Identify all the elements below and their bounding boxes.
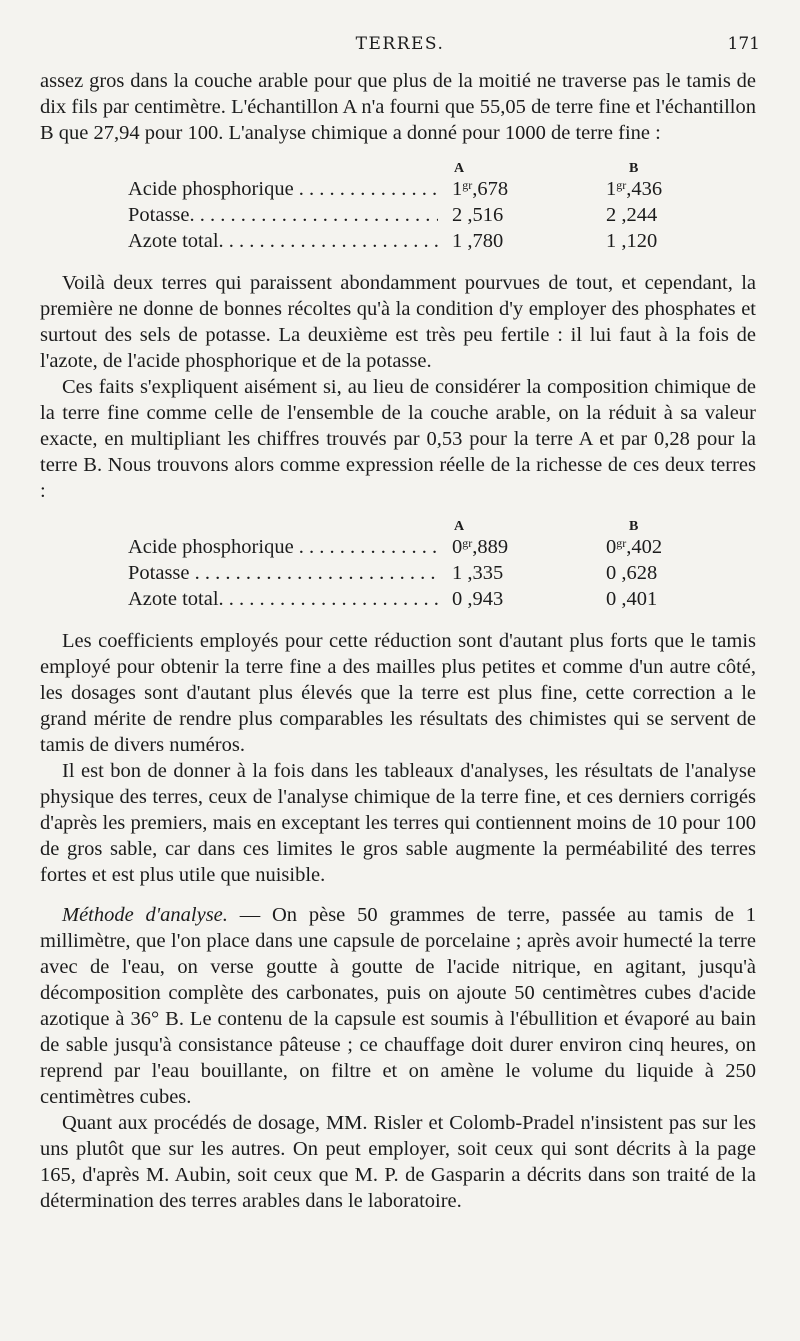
paragraph-1: assez gros dans la couche arable pour que plus de la moitié ne traverse pas le tamis de dix fils par centimètre. L'échantillon A n'a fourni que 55,05 de terre fine et l'échantillon B que 27,94 pour 100. L'analyse chimique a donné pour 1000 de terre fine : (40, 70, 756, 144)
value-a: 2 ,516 (452, 204, 504, 226)
value-a: 0 ,943 (452, 588, 504, 610)
paragraph-5: Il est bon de donner à la fois dans les tableaux d'analyses, les résultats de l'analyse physique des terres, ceux de l'analyse chimique de la terre fine, et ces derniers corrigés d'après les premiers, mais en exceptant les terres qui contiennent moins de 10 pour 100 de gros sable, car dans ces limites le gros sable augmente la perméabilité des terres fortes et est plus utile que nuisible. (40, 760, 756, 886)
paragraph-2: Voilà deux terres qui paraissent abondamment pourvues de tout, et cependant, la première ne donne de bonnes récoltes qu'à la condition d'y employer des phosphates et surtout des sels de potasse. La deuxième est très peu fertile : il lui faut à la fois de l'azote, de l'acide phosphorique et de la potasse. (40, 272, 756, 372)
table-row (40, 176, 756, 202)
value-a: 1 ,780 (452, 230, 504, 252)
value-b: 0 ,401 (606, 588, 658, 610)
value-b: $1^{gr},436$ (606, 178, 663, 200)
paragraph-7: Quant aux procédés de dosage, MM. Risler et Colomb-Pradel n'insistent pas sur les uns plutôt que sur les autres. On peut employer, soit ceux qui sont décrits à la page 165, d'après M. Aubin, soit ceux que M. P. de Gasparin a décrits dans son traité de la détermination des terres arables dans le laboratoire. (40, 1112, 756, 1212)
page-number: 171 (727, 34, 760, 54)
table-row (40, 586, 756, 612)
column-b-header: B (629, 519, 639, 534)
running-title: TERRES. (355, 34, 445, 54)
row-label: Potasse . . . (128, 560, 438, 586)
table-row (40, 560, 756, 586)
value-a: $0^{gr},889$ (452, 536, 509, 558)
row-label: Azote total. . . . (128, 586, 438, 612)
value-a: 1 ,335 (452, 562, 504, 584)
section-title: Méthode d'analyse. (62, 904, 228, 926)
column-b-header: B (629, 161, 639, 176)
analysis-table-fine-soil (40, 152, 756, 254)
row-label: Potasse. . . . (128, 202, 438, 228)
row-label: Acide phosphorique . . . (128, 534, 438, 560)
table-row (40, 534, 756, 560)
section-text: — On pèse 50 grammes de terre, passée au tamis de 1 millimètre, que l'on place dans une capsule de porcelaine ; après avoir humecté la terre avec de l'eau, on verse goutte à goutte de l'acide nitrique, en agitant, jusqu'à décomposition complète des carbonates, puis on ajoute 50 centimètres cubes d'acide azotique à 36° B. Le contenu de la capsule est soumis à l'ébullition et évaporé au bain de sable jusqu'à consistance pâteuse ; ce chauffage doit durer environ cinq heures, on reprend par l'eau bouillante, on filtre et on amène le volume du liquide à 250 centimètres cubes. (40, 904, 756, 1108)
column-a-header: A (454, 161, 465, 176)
value-b: $0^{gr},402$ (606, 536, 663, 558)
page-body (40, 68, 756, 1214)
column-a-header: A (454, 519, 465, 534)
row-label: Azote total. . . . (128, 228, 438, 254)
table-row (40, 228, 756, 254)
value-b: 1 ,120 (606, 230, 658, 252)
value-b: 2 ,244 (606, 204, 658, 226)
table-row (40, 202, 756, 228)
paragraph-6 (40, 902, 756, 1110)
row-label: Acide phosphorique . . . (128, 176, 438, 202)
table-header (40, 510, 756, 534)
paragraph-4: Les coefficients employés pour cette réduction sont d'autant plus forts que le tamis employé pour obtenir la terre fine a des mailles plus petites et comme d'un autre côté, les dosages sont d'autant plus élevés que la terre est plus fine, cette correction a le grand mérite de rendre plus comparables les résultats des chimistes qui se servent de tamis de divers numéros. (40, 630, 756, 756)
analysis-table-corrected (40, 510, 756, 612)
paragraph-3: Ces faits s'expliquent aisément si, au lieu de considérer la composition chimique de la terre fine comme celle de l'ensemble de la couche arable, on la réduit à sa valeur exacte, en multipliant les chiffres trouvés par 0,53 pour la terre A et par 0,28 pour la terre B. Nous trouvons alors comme expression réelle de la richesse de ces deux terres : (40, 376, 756, 502)
value-b: 0 ,628 (606, 562, 658, 584)
table-header (40, 152, 756, 176)
value-a: $1^{gr},678$ (452, 178, 509, 200)
page-header (40, 34, 760, 64)
